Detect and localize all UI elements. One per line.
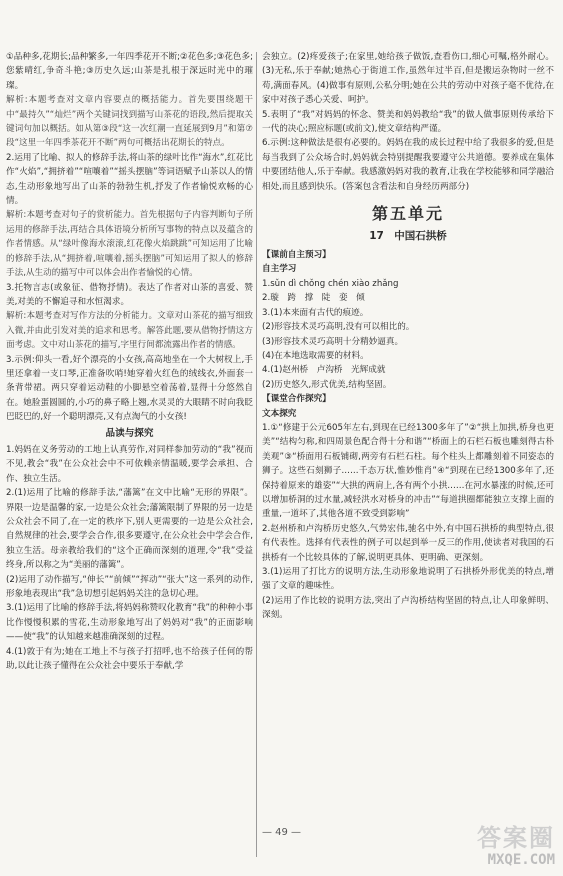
right-column <box>262 50 554 623</box>
left-paragraph-12: 4.(1)敦于有为;她在工地上不与孩子打招呼,也不给孩子任何的帮助,以此让孩子懂得在公众社会中要乐于奉献,学 <box>6 646 253 672</box>
watermark-logo: 答案圈 MXQE.COM <box>477 824 555 868</box>
left-paragraph-10: (2)运用了动作描写,“伸长”“前倾”“挥动”“张大”这一系列的动作,形象地表现出“我”急切想引起妈妈关注的急切心理。 <box>6 574 253 600</box>
lesson-paragraph-14: 3.(1)运用了打比方的说明方法,生动形象地说明了石拱桥外形优美的特点,增强了文章的趣味性。 <box>262 567 554 592</box>
lesson-paragraph-2: 1.sǔn dì chǒng chén xiào zhǎng <box>262 278 399 289</box>
lesson-paragraph-4: 3.(1)本来面有古代的痕迹。 <box>262 307 369 318</box>
left-paragraph-9: 2.(1)运用了比喻的修辞手法,“藩篱”在文中比喻“无形的界限”。界限一边是温馨的家,一边是公众社会;藩篱限制了界限的另一边是公众社会不同了,在一定的秩序下,别人更需要的一边是公众社会,自然规律的社会,要学会合作,很多要遵守,在公众社会中学会合作,独立生活。母亲教给我们的“这个正确而深刻的道理,令“我”受益终身,所以称之为“美丽的藩篱”。 <box>6 488 253 571</box>
left-column <box>6 50 253 673</box>
left-paragraph-7: 品读与探究 <box>105 427 154 439</box>
lesson-paragraph-15: (2)运用了作比较的说明方法,突出了卢沟桥结构坚固的特点,让人印象鲜明、深刻。 <box>262 595 554 621</box>
left-paragraph-2: 2.运用了比喻、拟人的修辞手法,将山茶的绿叶比作“海水”,红花比作“火焰”,“拥挤着”“喧嚷着”“摇头摆脑”等词语赋予山茶以人的情态,生动形象地写出了山茶的勃勃生机,抒发了作者愉悦欢畅的心情。 <box>6 152 253 207</box>
lesson-paragraph-11: 文本探究 <box>262 408 297 419</box>
lesson-title: 17 中国石拱桥 <box>369 230 447 243</box>
right-top-paragraph-1: 5.表明了“我”对妈妈的怀念、赞美和妈妈教给“我”的做人做事原则传承给下一代的决心;照应标题(或前文),使文章结构严谨。 <box>262 109 554 135</box>
left-paragraph-3: 解析:本题考查对句子的赏析能力。首先根据句子内容判断句子所运用的修辞手法,再结合具体语境分析所写事物的特点以及蕴含的作者情感。从“绿叶像海水滚滚,红花像火焰跳跳”可知运用了比喻的修辞手法,从“拥挤着,喧嚷着,摇头摆脑”可知运用了拟人的修辞手法,从生动的描写中可以体会出作者愉悦的心情。 <box>6 210 253 279</box>
right-top-paragraph-2: 6.示例:这种做法是很有必要的。妈妈在我的成长过程中给了我很多的爱,但是每当我到了公众场合时,妈妈就会特别提醒我要遵守公共道德。要养成在集体中要团结他人,乐于奉献。我感激妈妈对我的教育,让我在学校能够和同学融洽相处,而且感到快乐。(答案包含看法和自身经历两部分) <box>262 138 554 192</box>
lesson-paragraph-9: (2)历史悠久,形式优美,结构坚固。 <box>262 379 392 390</box>
lesson-paragraph-13: 2.赵州桥和卢沟桥历史悠久,气势宏伟,驰名中外,有中国石拱桥的典型特点,很有代表性。选择有代表性的例子可以起到举一反三的作用,使读者对我国的石拱桥有一个比较具体的了解,说明更具体、更明确、更深刻。 <box>262 523 554 563</box>
column-divider <box>256 52 257 857</box>
lesson-paragraph-12: 1.①“修建于公元605年左右,到现在已经1300多年了”②“拱上加拱,桥身也更美”“结构匀称,和四周景色配合得十分和谐”“桥面上的石栏石板也雕刻得古朴美观”③“桥面用石板铺砌,两旁有石栏石柱。每个柱头上都雕刻着不同姿态的狮子。这些石刻狮子……千态万状,惟妙惟肖”④“到现在已经1300多年了,还保持着原来的雄姿”“大拱的两肩上,各有两个小拱……在河水暴涨的时候,还可以增加桥洞的过水量,减轻洪水对桥身的冲击”“每道拱圈都能独立支撑上面的重量,一道坏了,其他各道不致受到影响” <box>262 422 554 520</box>
lesson-paragraph-7: (4)在本地选取需要的材料。 <box>262 350 369 361</box>
right-top-answers <box>262 50 554 194</box>
left-paragraph-1: 解析:本题考查对文章内容要点的概括能力。首先要围绕题干中“最持久”“灿烂”两个关键词找到描写山茶花的语段,然后提取关键词句加以概括。如从第③段“这一次红潮一直延展到9月”和第⑦段“这里一年四季茶花开不断”两句可概括出花期长的特点。 <box>6 95 253 149</box>
left-paragraph-4: 3.托物言志(或象征、借物抒情)。表达了作者对山茶的喜爱、赞美,对美的不懈追寻和水恒渴求。 <box>6 282 253 307</box>
lesson-paragraph-5: (2)形容技术灵巧高明,没有可以相比的。 <box>262 322 415 333</box>
lesson-paragraph-8: 4.(1)赵州桥 卢沟桥 光辉成就 <box>262 365 386 376</box>
lesson-paragraph-0: 【课前自主预习】 <box>262 250 331 261</box>
left-paragraph-6: 3.示例:仰头一看,好个漂亮的小女孩,高高地坐在一个大树杈上,手里还拿着一支口琴,正准备吹哨!她穿着火红色的绒线衣,外面套一条背带裙。两只穿着运动鞋的小脚悬空着荡着,显得十分悠然自在。她脸蛋圆圆的,小巧的鼻子略上翘,水灵灵的大眼睛不时向我眨巴眨巴的,好一个聪明漂亮,又有点淘气的小女孩! <box>6 354 253 423</box>
left-paragraph-8: 1.妈妈在义务劳动的工地上认真劳作,对同样参加劳动的“我”视而不见,教会“我”在公众社会中不可依赖亲情温暖,要学会承担、合作、独立生活。 <box>6 444 253 484</box>
lesson-paragraph-3: 2.璇 跨 撑 陡 娈 倾 <box>262 293 365 304</box>
lesson-paragraph-10: 【课堂合作探究】 <box>262 394 331 405</box>
left-paragraph-0: ①品种多,花期长;品种繁多,一年四季花开不断;②花色多;③花色多;您紫晴红,争奇斗艳;③历史久远;山茶是扎根于深远时光中的璀璨。 <box>6 52 253 91</box>
lesson-answers <box>262 248 554 623</box>
left-paragraph-5: 解析:本题考查对写作方法的分析能力。文章对山茶花的描写细致入微,并由此引发对美的追求和思考。解答此题,要从借物抒情这方面考虑。文中对山茶花的描写,字里行间都流露出作者的情感。 <box>6 311 253 351</box>
right-top-paragraph-0: 会独立。(2)疼爱孩子;在家里,她给孩子做饭,查看伤口,细心可嘱,格外耐心。(3)无私,乐于奉献;她热心于街道工作,虽然年过半百,但是搬运杂物时一丝不苟,满面春风。(4)做事有原则,公私分明;她在公共的劳动中对孩子毫不优待,在家中对孩子悉心关爱、呵护。 <box>262 52 554 106</box>
unit-title: 第五单元 <box>371 204 444 224</box>
left-paragraph-11: 3.(1)运用了比喻的修辞手法,将妈妈称赞叹化教育“我”的种种小事比作慢慢积累的雪花,生动形象地写出了妈妈对“我”的正面影响——使“我”的认知越来越准确深刻的过程。 <box>6 603 253 643</box>
page-number: — 49 — <box>0 826 563 840</box>
lesson-paragraph-1: 自主学习 <box>262 264 297 275</box>
lesson-paragraph-6: (3)形容技术灵巧高明十分精妙逼真。 <box>262 336 404 347</box>
